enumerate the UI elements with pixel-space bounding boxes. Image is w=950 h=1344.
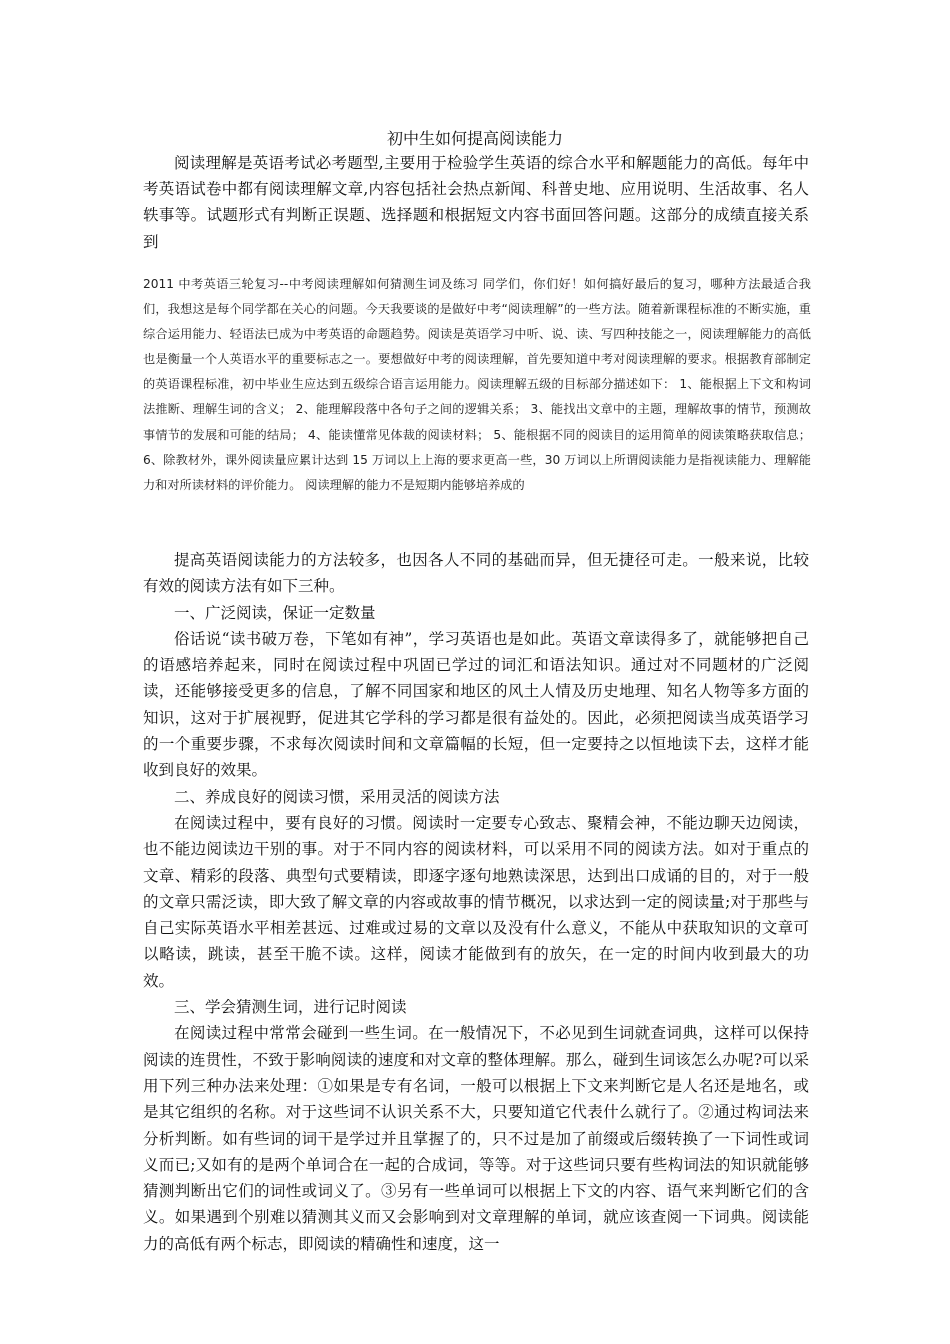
excerpt-paragraph: 2011 中考英语三轮复习--中考阅读理解如何猜测生词及练习 同学们，你们好！如何搞好最后的复习，哪种方法最适合我们，我想这是每个同学都在关心的问题。今天我要谈的是做好中考“阅读理解”的一些方法。随着新课程标准的不断实施，重综合运用能力、轻语法已成为中考英语的命题趋势。阅读是英语学习中听、说、读、写四种技能之一，阅读理解能力的高低也是衡量一个人英语水平的重要标志之一。要想做好中考的阅读理解，首先要知道中考对阅读理解的要求。根据教育部制定的英语课程标准，初中毕业生应达到五级综合语言运用能力。阅读理解五级的目标部分描述如下： 1、能根据上下文和构词法推断、理解生词的含义； 2、能理解段落中各句子之间的逻辑关系； 3、能找出文章中的主题，理解故事的情节，预测故事情节的发展和可能的结局； 4、能读懂常见体裁的阅读材料； 5、能根据不同的阅读目的运用简单的阅读策略获取信息； 6、除教材外，课外阅读量应累计达到 15 万词以上上海的要求更高一些，30 万词以上所谓阅读能力是指视读能力、理解能力和对所读材料的评价能力。 阅读理解的能力不是短期内能够培养成的: [143, 277, 811, 492]
body-paragraph: 俗话说“读书破万卷，下笔如有神”，学习英语也是如此。英语文章读得多了，就能够把自己的语感培养起来，同时在阅读过程中巩固已学过的词汇和语法知识。通过对不同题材的广泛阅读，还能够接受更多的信息，了解不同国家和地区的风土人情及历史地理、知名人物等多方面的知识，这对于扩展视野，促进其它学科的学习都是很有益处的。因此，必须把阅读当成英语学习的一个重要步骤，不求每次阅读时间和文章篇幅的长短，但一定要持之以恒地读下去，这样才能收到良好的效果。: [143, 629, 809, 780]
body-paragraph: 提高英语阅读能力的方法较多，也因各人不同的基础而异，但无捷径可走。一般来说，比较有效的阅读方法有如下三种。: [143, 551, 809, 596]
body-section: [143, 547, 809, 1257]
document-title: 初中生如何提高阅读能力: [386, 129, 563, 148]
section-heading: 二、养成良好的阅读习惯，采用灵活的阅读方法: [174, 787, 500, 806]
body-paragraph: 在阅读过程中常常会碰到一些生词。在一般情况下，不必见到生词就查词典，这样可以保持阅读的连贯性，不致于影响阅读的速度和对文章的整体理解。那么，碰到生词该怎么办呢?可以采用下列三种办法来处理：①如果是专有名词，一般可以根据上下文来判断它是人名还是地名，或是其它组织的名称。对于这些词不认识关系不大，只要知道它代表什么就行了。②通过构词法来分析判断。如有些词的词干是学过并且掌握了的，只不过是加了前缀或后缀转换了一下词性或词义而已;又如有的是两个单词合在一起的合成词，等等。对于这些词只要有些构词法的知识就能够猜测判断出它们的词性或词义了。③另有一些单词可以根据上下文的内容、语气来判断它们的含义。如果遇到个别难以猜测其义而又会影响到对文章理解的单词，就应该查阅一下词典。阅读能力的高低有两个标志，即阅读的精确性和速度，这一: [143, 1024, 809, 1253]
section-heading: 一、广泛阅读，保证一定数量: [174, 603, 376, 622]
body-paragraph: 在阅读过程中，要有良好的习惯。阅读时一定要专心致志、聚精会神，不能边聊天边阅读，也不能边阅读边干别的事。对于不同内容的阅读材料，可以采用不同的阅读方法。如对于重点的文章、精彩的段落、典型句式要精读，即逐字逐句地熟读深思，达到出口成诵的目的，对于一般的文章只需泛读，即大致了解文章的内容或故事的情节概况，以求达到一定的阅读量;对于那些与自己实际英语水平相差甚远、过难或过易的文章以及没有什么意义，不能从中获取知识的文章可以略读，跳读，甚至干脆不读。这样，阅读才能做到有的放矢，在一定的时间内收到最大的功效。: [143, 813, 809, 990]
section-heading: 三、学会猜测生词，进行记时阅读: [174, 998, 407, 1017]
intro-paragraph: 阅读理解是英语考试必考题型,主要用于检验学生英语的综合水平和解题能力的高低。每年中考英语试卷中都有阅读理解文章,内容包括社会热点新闻、科普史地、应用说明、生活故事、名人轶事等。试题形式有判断正误题、选择题和根据短文内容书面回答问题。这部分的成绩直接关系到: [143, 154, 809, 251]
